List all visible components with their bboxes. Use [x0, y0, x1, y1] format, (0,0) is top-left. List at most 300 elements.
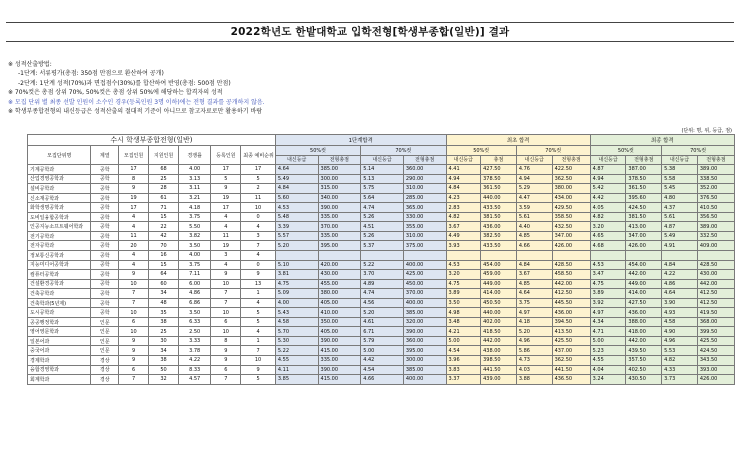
cell-dept: 전기공학과	[28, 231, 91, 241]
cell-first-50-grade: 3.93	[446, 241, 481, 251]
cell-first-50-total: 398.50	[481, 356, 517, 366]
cell-dept: 도비일융합공학과	[28, 212, 91, 222]
cell-first-50-total: 418.50	[481, 327, 517, 337]
cell-dept: 도시공학과	[28, 308, 91, 318]
cell-final-70-grade: 4.80	[662, 193, 698, 203]
table-row	[28, 203, 735, 213]
cell-final-70-grade: 4.86	[662, 279, 698, 289]
cell-stage1-50-grade: 4.75	[275, 279, 318, 289]
table-body	[28, 165, 735, 385]
cell-final-70-score: 425.50	[697, 336, 734, 346]
cell-applicants: 70	[149, 241, 179, 251]
notes-header: ※ 성적산출방법:	[8, 61, 52, 68]
cell-track: 인문	[91, 317, 119, 327]
cell-registered: 11	[211, 231, 241, 241]
cell-stage1-50-grade: 5.60	[275, 193, 318, 203]
cell-track: 공학	[91, 260, 119, 270]
cell-first-70-score: 358.50	[552, 212, 590, 222]
cell-final-70-grade: 4.93	[662, 308, 698, 318]
cell-stage1-70-score: 375.00	[403, 241, 446, 251]
cell-first-50-grade: 3.89	[446, 289, 481, 299]
cell-final-50-grade: 4.97	[590, 308, 626, 318]
cell-ratio: 3.50	[179, 241, 211, 251]
cell-registered: 8	[211, 336, 241, 346]
cell-stage1-50-score: 415.00	[318, 375, 361, 385]
cell-waitlist: 7	[241, 241, 276, 251]
cell-applicants: 34	[149, 289, 179, 299]
cell-ratio: 3.21	[179, 193, 211, 203]
cell-track: 공학	[91, 298, 119, 308]
cell-quota: 4	[119, 260, 149, 270]
cell-ratio: 7.11	[179, 270, 211, 280]
cell-first-50-total: 440.00	[481, 308, 517, 318]
cell-final-50-grade: 4.34	[590, 317, 626, 327]
col-header-quota: 모집인원	[119, 146, 149, 165]
cell-stage1-50-grade: 5.22	[275, 346, 318, 356]
cell-final-70-grade: 5.49	[662, 231, 698, 241]
cell-final-50-score: 439.50	[626, 346, 662, 356]
table-row	[28, 193, 735, 203]
cell-stage1-70-score: 385.00	[403, 365, 446, 375]
cell-stage1-50-score: 385.00	[318, 165, 361, 175]
cell-first-70-score: 441.50	[552, 365, 590, 375]
cell-final-70-score: 399.50	[697, 327, 734, 337]
cell-stage1-70-score: 290.00	[403, 174, 446, 184]
cell-first-50-grade: 4.49	[446, 231, 481, 241]
cell-first-70-grade: 4.73	[516, 356, 552, 366]
cell-quota: 6	[119, 317, 149, 327]
cell-final-70-grade: 5.38	[662, 165, 698, 175]
col-header-dept: 모집단위명	[28, 146, 91, 165]
cell-stage1-50-grade: 5.10	[275, 260, 318, 270]
table-row	[28, 365, 735, 375]
cell-stage1-50-grade: 3.81	[275, 270, 318, 280]
cell-dept: 산업경영공학과	[28, 174, 91, 184]
cell-first-70-grade: 4.96	[516, 336, 552, 346]
cell-final-70-score: 419.50	[697, 308, 734, 318]
cell-registered: 19	[211, 241, 241, 251]
cell-final-70-score: 389.00	[697, 165, 734, 175]
cell-track: 경상	[91, 375, 119, 385]
table-row	[28, 241, 735, 251]
cell-waitlist: 10	[241, 356, 276, 366]
cell-registered: 9	[211, 184, 241, 194]
cell-ratio: 4.00	[179, 251, 211, 261]
cell-waitlist: 4	[241, 251, 276, 261]
cell-stage1-50-grade: 5.09	[275, 289, 318, 299]
cell-dept: 건축공학과	[28, 289, 91, 299]
cell-first-50-grade: 4.23	[446, 193, 481, 203]
cell-stage1-50-score: 370.00	[318, 222, 361, 232]
cut-header-first-70: 70%컷	[516, 146, 590, 156]
cell-stage1-70-grade: 5.37	[361, 241, 404, 251]
cell-waitlist: 0	[241, 260, 276, 270]
cell-first-70-score: 436.50	[552, 375, 590, 385]
cell-track: 공학	[91, 270, 119, 280]
cell-final-70-grade: 4.37	[662, 203, 698, 213]
cell-dept: 중국어과	[28, 346, 91, 356]
table-row	[28, 184, 735, 194]
cell-final-50-score: 357.50	[626, 356, 662, 366]
cell-final-50-score: 427.50	[626, 298, 662, 308]
cell-first-50-total: 436.00	[481, 222, 517, 232]
cell-quota: 6	[119, 365, 149, 375]
cell-final-50-score: 395.60	[626, 193, 662, 203]
cell-stage1-70-grade: 5.14	[361, 165, 404, 175]
cell-final-50-score: 361.50	[626, 184, 662, 194]
cell-track: 공학	[91, 174, 119, 184]
cell-waitlist: 9	[241, 365, 276, 375]
cell-stage1-70-score: 320.00	[403, 317, 446, 327]
cell-first-70-grade: 4.85	[516, 279, 552, 289]
cell-registered: 17	[211, 165, 241, 175]
cell-first-50-grade: 5.00	[446, 336, 481, 346]
cell-first-50-grade: 3.20	[446, 270, 481, 280]
cell-stage1-70-score: 400.00	[403, 375, 446, 385]
cell-final-50-grade: 3.89	[590, 289, 626, 299]
cell-stage1-50-score: 405.00	[318, 327, 361, 337]
cell-dept: 건설환경공학과	[28, 279, 91, 289]
cell-first-70-score: 394.50	[552, 317, 590, 327]
cell-quota: 9	[119, 346, 149, 356]
cell-waitlist: 4	[241, 298, 276, 308]
cell-waitlist: 2	[241, 184, 276, 194]
cell-dept: 신소재공학과	[28, 193, 91, 203]
cell-final-70-grade	[662, 251, 698, 261]
cell-quota: 4	[119, 251, 149, 261]
cell-applicants: 25	[149, 327, 179, 337]
cell-applicants: 64	[149, 270, 179, 280]
cell-dept: 융합경영학과	[28, 365, 91, 375]
cell-stage1-70-grade: 5.64	[361, 193, 404, 203]
cell-final-50-grade: 3.92	[590, 298, 626, 308]
cell-ratio: 6.33	[179, 317, 211, 327]
cell-registered: 4	[211, 212, 241, 222]
cell-first-50-total: 381.50	[481, 212, 517, 222]
cell-track: 공학	[91, 184, 119, 194]
cell-registered: 7	[211, 289, 241, 299]
cell-applicants: 28	[149, 184, 179, 194]
cell-final-50-score: 413.00	[626, 222, 662, 232]
cell-ratio: 8.33	[179, 365, 211, 375]
cell-stage1-50-grade: 5.70	[275, 327, 318, 337]
cell-final-50-score: 347.00	[626, 231, 662, 241]
cell-final-50-grade: 3.20	[590, 222, 626, 232]
cell-registered: 10	[211, 279, 241, 289]
cell-stage1-50-score: 350.00	[318, 317, 361, 327]
cell-first-50-total: 442.00	[481, 336, 517, 346]
col-header-applicants: 지원인원	[149, 146, 179, 165]
cell-first-50-grade: 4.75	[446, 279, 481, 289]
cell-stage1-70-grade	[361, 251, 404, 261]
cell-final-70-grade: 5.58	[662, 174, 698, 184]
cut-header-stage1-50: 50%컷	[275, 146, 360, 156]
cell-applicants: 61	[149, 193, 179, 203]
cell-final-70-grade: 5.53	[662, 346, 698, 356]
notes-section	[8, 60, 728, 116]
cell-stage1-70-grade: 4.74	[361, 289, 404, 299]
cell-stage1-50-score: 335.00	[318, 212, 361, 222]
cell-first-70-score: 436.00	[552, 308, 590, 318]
cell-dept: 지능미디어공학과	[28, 260, 91, 270]
cell-final-70-grade: 4.64	[662, 289, 698, 299]
cell-stage1-70-score: 425.00	[403, 270, 446, 280]
cell-quota: 9	[119, 270, 149, 280]
cell-ratio: 3.13	[179, 174, 211, 184]
cell-first-50-total: 382.50	[481, 231, 517, 241]
note-percentile: ※ 70%컷은 총점 상위 70%, 50%컷은 총점 상위 50%에 해당하는 합격자의 성적	[8, 89, 223, 97]
sub-header-doc-score: 전형총점	[403, 155, 446, 165]
cell-stage1-50-grade: 4.84	[275, 184, 318, 194]
cell-quota: 20	[119, 241, 149, 251]
cell-stage1-70-grade: 5.00	[361, 346, 404, 356]
cell-track: 공학	[91, 231, 119, 241]
cell-final-70-score: 356.50	[697, 212, 734, 222]
col-header-waitlist: 최종 예비순위	[241, 146, 276, 165]
cell-track: 공학	[91, 289, 119, 299]
sub-header-grade: 내신등급	[590, 155, 626, 165]
cell-stage1-70-score: 330.00	[403, 212, 446, 222]
cell-quota: 8	[119, 174, 149, 184]
cell-first-50-grade: 3.96	[446, 356, 481, 366]
cell-first-50-total: 454.00	[481, 260, 517, 270]
cell-first-50-total: 414.00	[481, 289, 517, 299]
table-row	[28, 251, 735, 261]
cell-waitlist: 17	[241, 165, 276, 175]
cell-applicants: 15	[149, 260, 179, 270]
cell-final-70-grade: 5.45	[662, 184, 698, 194]
cell-first-50-total: 402.00	[481, 317, 517, 327]
cell-final-50-score: 378.50	[626, 174, 662, 184]
cell-waitlist: 3	[241, 231, 276, 241]
sub-header-grade: 내신등급	[446, 155, 481, 165]
cell-first-50-total: 440.00	[481, 193, 517, 203]
cell-stage1-50-grade: 5.48	[275, 212, 318, 222]
cell-final-70-grade: 4.82	[662, 356, 698, 366]
cell-first-70-grade: 4.47	[516, 193, 552, 203]
cell-first-50-total: 438.00	[481, 346, 517, 356]
cell-applicants: 16	[149, 251, 179, 261]
cell-final-70-score: 428.50	[697, 260, 734, 270]
cell-final-50-grade: 4.94	[590, 174, 626, 184]
cell-final-50-grade: 5.00	[590, 336, 626, 346]
cell-first-50-total: 441.50	[481, 365, 517, 375]
cell-first-50-total: 378.50	[481, 174, 517, 184]
cell-quota: 17	[119, 203, 149, 213]
cell-waitlist: 13	[241, 279, 276, 289]
cell-final-50-grade: 4.68	[590, 241, 626, 251]
cell-applicants: 15	[149, 212, 179, 222]
cell-first-50-grade: 3.37	[446, 375, 481, 385]
cell-first-70-grade: 4.40	[516, 222, 552, 232]
cell-quota: 7	[119, 289, 149, 299]
cell-final-70-grade: 3.90	[662, 298, 698, 308]
cell-quota: 9	[119, 184, 149, 194]
table-row	[28, 356, 735, 366]
cell-final-50-score: 430.50	[626, 375, 662, 385]
cell-applicants: 38	[149, 317, 179, 327]
cell-first-70-grade: 5.29	[516, 184, 552, 194]
cell-final-50-grade: 4.65	[590, 231, 626, 241]
cell-stage1-70-score: 400.00	[403, 298, 446, 308]
table-row	[28, 222, 735, 232]
cell-waitlist: 1	[241, 289, 276, 299]
sub-header-total: 총점	[481, 155, 517, 165]
cell-waitlist: 5	[241, 308, 276, 318]
cell-first-50-grade: 3.67	[446, 222, 481, 232]
cell-ratio: 4.86	[179, 289, 211, 299]
cell-stage1-50-grade: 4.11	[275, 365, 318, 375]
cell-final-70-score: 412.50	[697, 289, 734, 299]
cut-header-final-50: 50%컷	[590, 146, 661, 156]
cell-registered: 4	[211, 222, 241, 232]
cell-first-50-grade: 4.98	[446, 308, 481, 318]
cell-first-70-score: 428.50	[552, 260, 590, 270]
cell-final-50-score: 426.00	[626, 241, 662, 251]
cell-applicants: 60	[149, 279, 179, 289]
sub-header-grade: 내신등급	[361, 155, 404, 165]
cell-quota: 9	[119, 356, 149, 366]
cell-registered: 6	[211, 365, 241, 375]
cell-stage1-50-grade: 3.85	[275, 375, 318, 385]
cell-ratio: 3.78	[179, 346, 211, 356]
cell-final-70-grade: 4.87	[662, 222, 698, 232]
cell-quota: 7	[119, 298, 149, 308]
cell-ratio: 6.86	[179, 298, 211, 308]
cell-first-70-score: 442.00	[552, 279, 590, 289]
col-header-ratio: 경쟁률	[179, 146, 211, 165]
cell-stage1-70-score: 285.00	[403, 193, 446, 203]
cell-first-50-grade	[446, 251, 481, 261]
cell-dept: 기계공학과	[28, 165, 91, 175]
cell-first-70-score: 362.50	[552, 174, 590, 184]
cell-dept: 설비공학과	[28, 184, 91, 194]
cell-stage1-70-score: 360.00	[403, 165, 446, 175]
cell-final-50-grade: 4.75	[590, 279, 626, 289]
col-header-track: 계열	[91, 146, 119, 165]
cell-track: 공학	[91, 203, 119, 213]
cell-stage1-50-grade: 4.58	[275, 317, 318, 327]
cell-stage1-50-score: 420.00	[318, 260, 361, 270]
cell-quota: 11	[119, 231, 149, 241]
cell-first-70-score: 426.00	[552, 241, 590, 251]
cell-ratio: 4.18	[179, 203, 211, 213]
cell-stage1-50-score: 390.00	[318, 203, 361, 213]
cell-stage1-70-grade: 5.79	[361, 336, 404, 346]
cell-final-70-score: 412.50	[697, 298, 734, 308]
cell-first-70-score: 432.50	[552, 222, 590, 232]
cell-stage1-50-score: 390.00	[318, 336, 361, 346]
cell-first-70-score: 380.00	[552, 184, 590, 194]
table-row	[28, 327, 735, 337]
cell-waitlist: 0	[241, 212, 276, 222]
cell-first-50-total: 459.00	[481, 270, 517, 280]
cell-track: 공학	[91, 308, 119, 318]
cell-ratio: 5.50	[179, 222, 211, 232]
cell-first-70-grade: 5.86	[516, 346, 552, 356]
cell-applicants: 35	[149, 308, 179, 318]
cell-applicants: 71	[149, 203, 179, 213]
table-row	[28, 336, 735, 346]
note-small-quota: ※ 모집 단위 별 최종 선발 인원이 소수인 경우(등록인원 3명 이하)에는 전형 결과를 공개하지 않음.	[8, 98, 265, 106]
cell-first-70-grade: 3.59	[516, 203, 552, 213]
cell-final-50-score: 424.50	[626, 203, 662, 213]
cell-stage1-50-score: 300.00	[318, 174, 361, 184]
cell-stage1-70-grade: 5.20	[361, 308, 404, 318]
cell-track: 인문	[91, 327, 119, 337]
cell-stage1-50-score	[318, 251, 361, 261]
cell-ratio: 4.57	[179, 375, 211, 385]
cell-track: 인문	[91, 336, 119, 346]
table-row	[28, 317, 735, 327]
table-row	[28, 174, 735, 184]
sub-header-doc-score: 전형총점	[697, 155, 734, 165]
cell-final-70-score: 332.50	[697, 231, 734, 241]
cell-first-50-total: 361.50	[481, 184, 517, 194]
cell-final-50-grade: 4.42	[590, 193, 626, 203]
cell-quota: 19	[119, 193, 149, 203]
cut-header-first-50: 50%컷	[446, 146, 516, 156]
cell-final-70-grade: 3.73	[662, 375, 698, 385]
cell-track: 공학	[91, 165, 119, 175]
cell-dept: 정보통신공학과	[28, 251, 91, 261]
cell-stage1-70-score: 390.00	[403, 327, 446, 337]
cut-header-stage1-70: 70%컷	[361, 146, 446, 156]
cell-first-70-score: 422.50	[552, 165, 590, 175]
cell-stage1-50-grade: 4.00	[275, 298, 318, 308]
cell-first-50-grade: 4.21	[446, 327, 481, 337]
cell-stage1-50-score: 415.00	[318, 346, 361, 356]
cell-final-70-score: 430.00	[697, 270, 734, 280]
table-row	[28, 346, 735, 356]
cell-first-50-total: 433.50	[481, 203, 517, 213]
cell-stage1-70-score: 450.00	[403, 279, 446, 289]
cell-final-70-score: 368.00	[697, 317, 734, 327]
cell-stage1-70-score: 355.00	[403, 222, 446, 232]
table-row	[28, 260, 735, 270]
cell-final-70-grade: 4.58	[662, 317, 698, 327]
table-row	[28, 270, 735, 280]
cell-stage1-50-score: 380.00	[318, 289, 361, 299]
cell-ratio: 2.50	[179, 327, 211, 337]
cell-waitlist: 7	[241, 346, 276, 356]
cell-first-50-total: 439.00	[481, 375, 517, 385]
cell-applicants: 22	[149, 222, 179, 232]
cell-final-70-score: 352.00	[697, 184, 734, 194]
cell-applicants: 25	[149, 174, 179, 184]
cell-registered: 5	[211, 174, 241, 184]
cell-first-70-grade: 3.75	[516, 298, 552, 308]
cell-final-50-grade: 5.42	[590, 184, 626, 194]
cell-registered: 4	[211, 260, 241, 270]
cell-final-70-grade: 5.61	[662, 212, 698, 222]
cell-registered: 10	[211, 308, 241, 318]
cell-first-50-grade: 3.50	[446, 298, 481, 308]
cell-first-70-grade: 4.76	[516, 165, 552, 175]
cell-first-70-grade: 4.94	[516, 174, 552, 184]
cell-first-50-grade: 4.84	[446, 184, 481, 194]
cell-registered: 3	[211, 251, 241, 261]
cell-final-50-grade: 4.87	[590, 165, 626, 175]
cell-dept: 컴퓨터공학과	[28, 270, 91, 280]
cell-final-70-score: 442.00	[697, 279, 734, 289]
cell-final-50-score: 402.50	[626, 365, 662, 375]
cell-track: 공학	[91, 212, 119, 222]
cell-ratio: 3.75	[179, 212, 211, 222]
sub-header-grade: 내신등급	[516, 155, 552, 165]
cell-registered: 17	[211, 203, 241, 213]
cell-first-50-grade: 4.53	[446, 260, 481, 270]
